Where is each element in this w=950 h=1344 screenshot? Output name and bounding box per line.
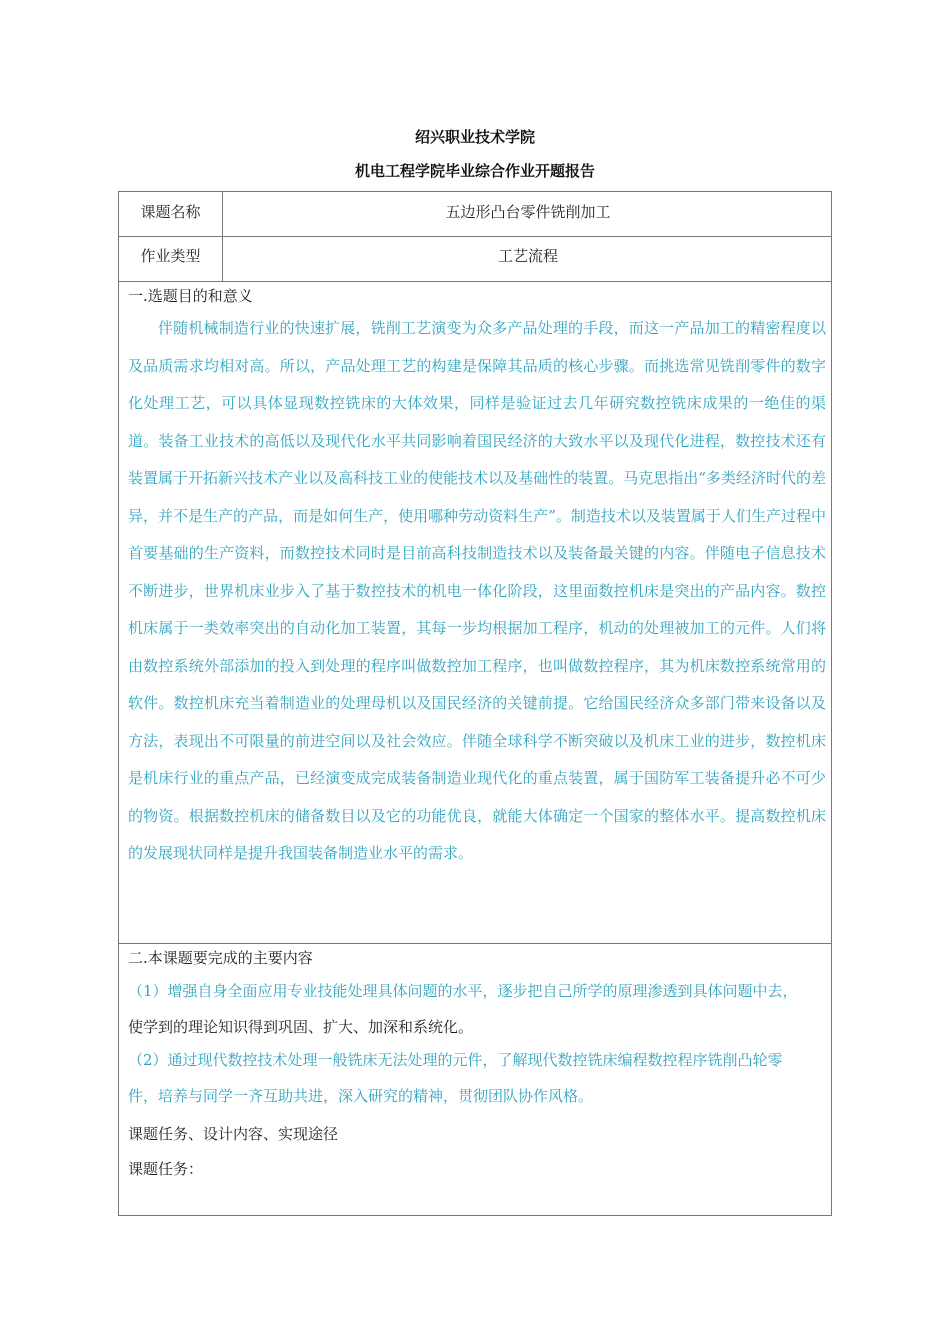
- row-divider: [119, 281, 831, 282]
- section-divider: [119, 943, 831, 944]
- type-value: 工艺流程: [497, 247, 558, 265]
- school-name: 绍兴职业技术学院: [414, 128, 535, 146]
- type-label: 作业类型: [140, 247, 201, 265]
- task-label: 课题任务：: [128, 1160, 204, 1178]
- section2-heading: 二.本课题要完成的主要内容: [128, 949, 313, 967]
- topic-value: 五边形凸台零件铣削加工: [445, 203, 611, 221]
- report-form: [118, 191, 832, 1216]
- content-item-2: （2）通过现代数控技术处理一般铣床无法处理的元件，了解现代数控铣床编程数控程序铣削凸轮零件，培养与同学一齐互助共进，深入研究的精神，贯彻团队协作风格。: [128, 1051, 783, 1105]
- section1-heading: 一.选题目的和意义: [128, 287, 253, 305]
- row-divider: [119, 236, 831, 237]
- content-item-1-part-b: 使学到的理论知识得到巩固、扩大、加深和系统化。: [128, 1018, 474, 1036]
- section1-body: 伴随机械制造行业的快速扩展，铣削工艺演变为众多产品处理的手段，而这一产品加工的精密程度以及品质需求均相对高。所以，产品处理工艺的构建是保障其品质的核心步骤。而挑选常见铣削零件的数字化处理工艺，可以具体显现数控铣床的大体效果，同样是验证过去几年研究数控铣床成果的一绝佳的渠道。装备工业技术的高低以及现代化水平共同影响着国民经济的大致水平以及现代化进程，数控技术还有装置属于开拓新兴技术产业以及高科技工业的使能技术以及基础性的装置。马克思指出“多类经济时代的差异，并不是生产的产品，而是如何生产，使用哪种劳动资料生产”。制造技术以及装置属于人们生产过程中首要基础的生产资料，而数控技术同时是目前高科技制造技术以及装备最关键的内容。伴随电子信息技术不断进步，世界机床业步入了基于数控技术的机电一体化阶段，这里面数控机床是突出的产品内容。数控机床属于一类效率突出的自动化加工装置，其每一步均根据加工程序，机动的处理被加工的元件。人们将由数控系统外部添加的投入到处理的程序叫做数控加工程序，也叫做数控程序，其为机床数控系统常用的软件。数控机床充当着制造业的处理母机以及国民经济的关键前提。它给国民经济众多部门带来设备以及方法，表现出不可限量的前进空间以及社会效应。伴随全球科学不断突破以及机床工业的进步，数控机床是机床行业的重点产品，已经演变成完成装备制造业现代化的重点装置，属于国防军工装备提升必不可少的物资。根据数控机床的储备数目以及它的功能优良，就能大体确定一个国家的整体水平。提高数控机床的发展现状同样是提升我国装备制造业水平的需求。: [128, 319, 826, 862]
- topic-label: 课题名称: [140, 203, 201, 221]
- task-design-line: 课题任务、设计内容、实现途径: [128, 1125, 339, 1143]
- content-item-1: [128, 973, 808, 1045]
- report-title: 机电工程学院毕业综合作业开题报告: [354, 162, 595, 180]
- content-item-1-part-a: （1）增强自身全面应用专业技能处理具体问题的水平，逐步把自己所学的原理渗透到具体问题中去，: [128, 982, 798, 1000]
